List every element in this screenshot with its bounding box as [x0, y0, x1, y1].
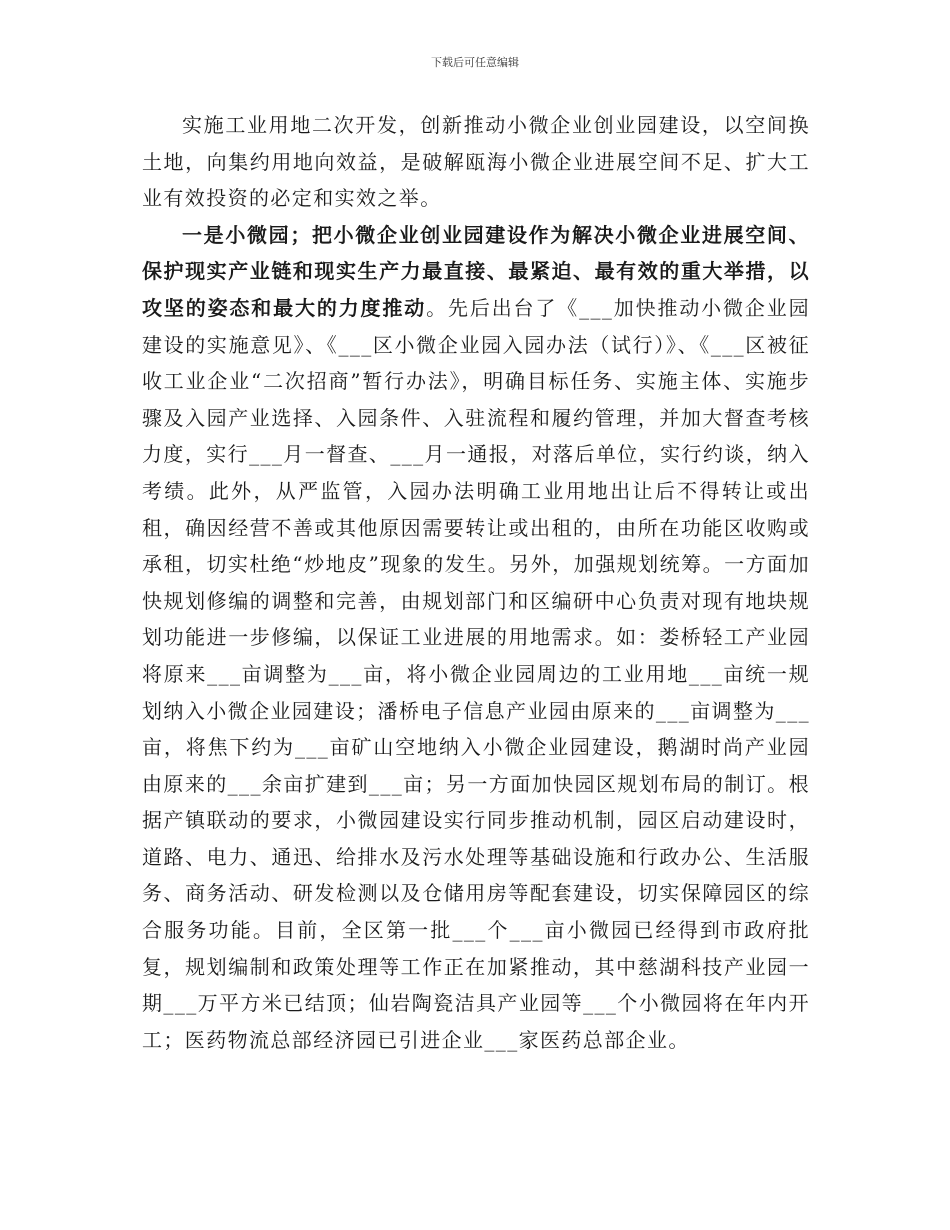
document-body [142, 107, 810, 1058]
paragraph-intro: 实施工业用地二次开发，创新推动小微企业创业园建设，以空间换土地，向集约用地向效益，是破解瓯海小微企业进展空间不足、扩大工业有效投资的必定和实效之举。 [142, 113, 810, 211]
paragraph-body: 。先后出台了《___加快推动小微企业园建设的实施意见》、《___区小微企业园入园办法（试行）》、《___区被征收工业企业“二次招商”暂行办法》，明确目标任务、实施主体、实施步骤及入园产业选择、入园条件、入驻流程和履约管理，并加大督查考核力度，实行___月一督查、___月一通报，对落后单位，实行约谈，纳入考绩。此外，从严监管，入园办法明确工业用地出让后不得转让或出租，确因经营不善或其他原因需要转让或出租的，由所在功能区收购或承租，切实杜绝“炒地皮”现象的发生。另外，加强规划统筹。一方面加快规划修编的调整和完善，由规划部门和区编研中心负责对现有地块规划功能进一步修编，以保证工业进展的用地需求。如：娄桥轻工产业园将原来___亩调整为___亩，将小微企业园周边的工业用地___亩统一规划纳入小微企业园建设；潘桥电子信息产业园由原来的___亩调整为___亩，将焦下约为___亩矿山空地纳入小微企业园建设，鹅湖时尚产业园由原来的___余亩扩建到___亩；另一方面加快园区规划布局的制订。根据产镇联动的要求，小微园建设实行同步推动机制，园区启动建设时，道路、电力、通迅、给排水及污水处理等基础设施和行政办公、生活服务、商务活动、研发检测以及仓储用房等配套建设，切实保障园区的综合服务功能。目前，全区第一批___个___亩小微园已经得到市政府批复，规划编制和政策处理等工作正在加紧推动，其中慈湖科技产业园一期___万平方米已结顶；仙岩陶瓷洁具产业园等___个小微园将在年内开工；医药物流总部经济园已引进企业___家医药总部企业。 [142, 295, 811, 1052]
page-header: 下载后可任意编辑 [431, 56, 519, 69]
paragraph-lead-bold: 一是小微园；把小微企业创业园建设作为解决小微企业进展空间、保护现实产业链和现实生产力最直接、最紧迫、最有效的重大举措，以攻坚的姿态和最大的力度推动 [142, 222, 810, 320]
paragraph-small-micro-park [142, 217, 810, 1059]
